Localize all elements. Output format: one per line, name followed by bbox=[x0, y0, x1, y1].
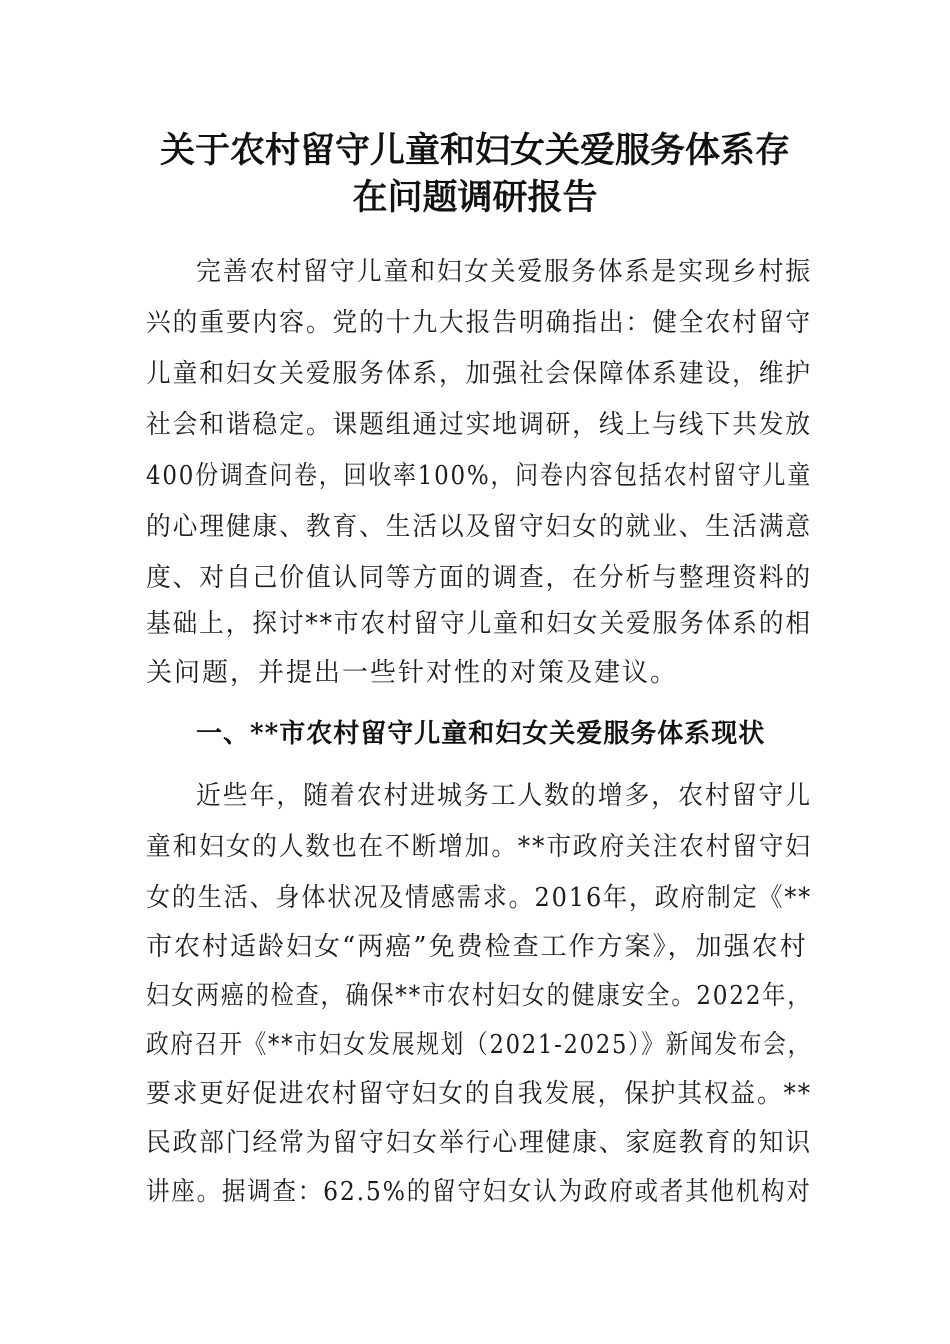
paragraph-line: 400份调查问卷，回收率100%，问卷内容包括农村留守儿童 bbox=[146, 461, 812, 491]
paragraph-line: 民政部门经常为留守妇女举行心理健康、家庭教育的知识 bbox=[146, 1128, 812, 1158]
paragraph-line: 童和妇女的人数也在不断增加。**市政府关注农村留守妇 bbox=[146, 832, 813, 862]
paragraph-line: 女的生活、身体状况及情感需求。2016年，政府制定《** bbox=[146, 883, 813, 913]
paragraph-line: 的心理健康、教育、生活以及留守妇女的就业、生活满意 bbox=[146, 512, 812, 542]
document-title-line-2: 在问题调研报告 bbox=[352, 177, 598, 218]
paragraph-line: 要求更好促进农村留守妇女的自我发展，保护其权益。** bbox=[146, 1079, 813, 1109]
paragraph-line: 讲座。据调查：62.5%的留守妇女认为政府或者其他机构对 bbox=[146, 1177, 812, 1207]
paragraph-line: 兴的重要内容。党的十九大报告明确指出：健全农村留守 bbox=[146, 308, 812, 338]
paragraph-line: 基础上，探讨**市农村留守儿童和妇女关爱服务体系的相 bbox=[146, 609, 813, 639]
paragraph-line: 政府召开《**市妇女发展规划（2021-2025）》新闻发布会， bbox=[146, 1030, 813, 1060]
section-heading: 一、**市农村留守儿童和妇女关爱服务体系现状 bbox=[196, 719, 766, 749]
paragraph-line: 完善农村留守儿童和妇女关爱服务体系是实现乡村振 bbox=[196, 257, 813, 287]
document-title-line-1: 关于农村留守儿童和妇女关爱服务体系存 bbox=[159, 130, 790, 171]
paragraph-line: 近些年，随着农村进城务工人数的增多，农村留守儿 bbox=[196, 781, 813, 811]
paragraph-line: 市农村适龄妇女“两癌”免费检查工作方案》，加强农村 bbox=[146, 932, 808, 962]
paragraph-line: 儿童和妇女关爱服务体系，加强社会保障体系建设，维护 bbox=[146, 359, 812, 389]
paragraph-line: 社会和谐稳定。课题组通过实地调研，线上与线下共发放 bbox=[146, 410, 812, 440]
paragraph-line: 度、对自己价值认同等方面的调查，在分析与整理资料的 bbox=[146, 563, 812, 593]
paragraph-line: 妇女两癌的检查，确保**市农村妇女的健康安全。2022年， bbox=[146, 981, 813, 1011]
paragraph-line: 关问题，并提出一些针对性的对策及建议。 bbox=[146, 658, 679, 688]
